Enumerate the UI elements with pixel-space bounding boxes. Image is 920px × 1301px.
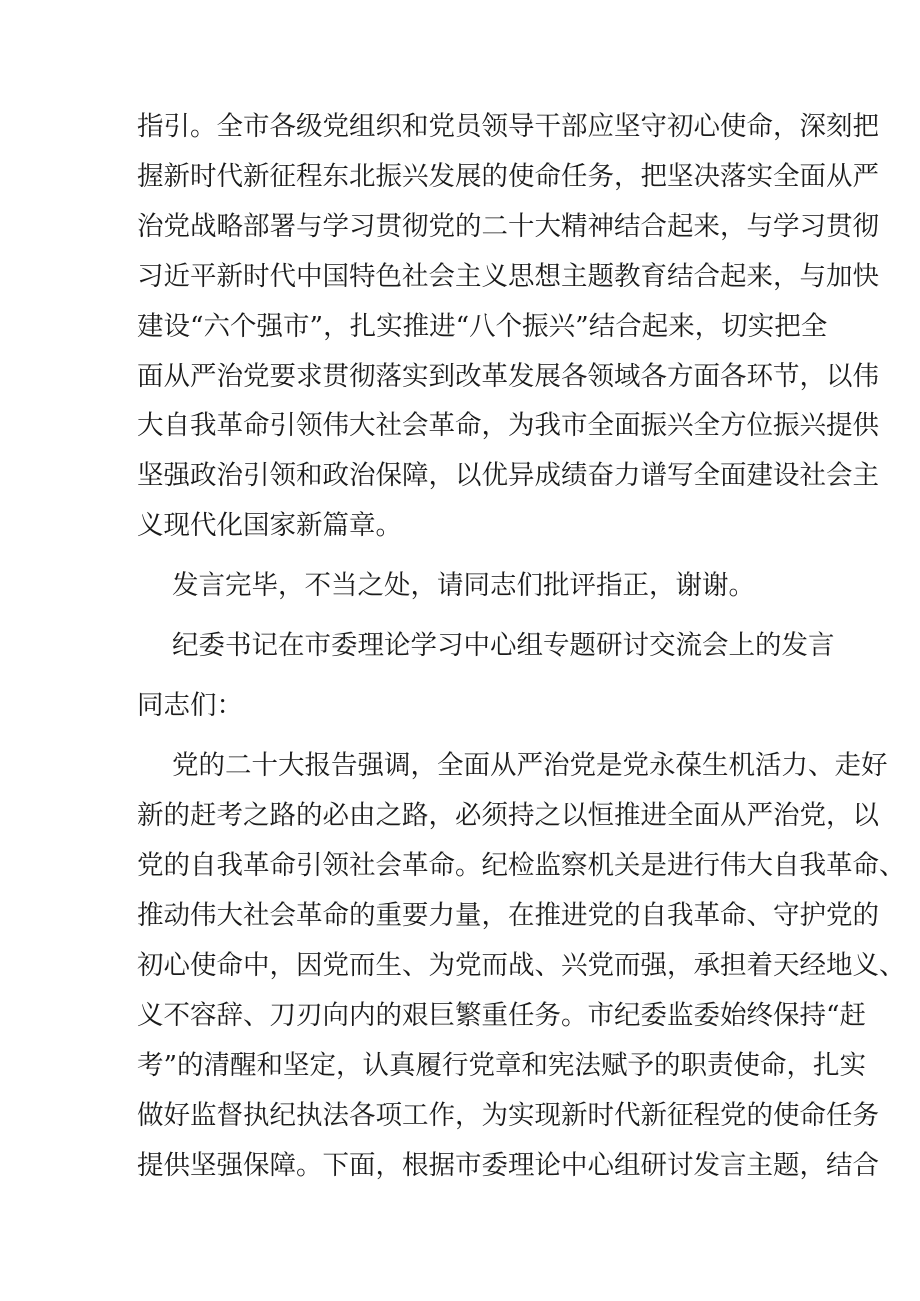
paragraph-line: 建设“六个强市”，扎实推进“八个振兴”结合起来，切实把全 [137,311,828,342]
salutation: 同志们： [137,690,243,721]
paragraph-line: 握新时代新征程东北振兴发展的使命任务，把坚决落实全面从严 [137,161,879,192]
paragraph-line: 义不容辞、刀刃向内的艰巨繁重任务。市纪委监委始终保持“赶 [137,1000,867,1031]
paragraph-line: 义现代化国家新篇章。 [137,510,402,541]
speech-title: 纪委书记在市委理论学习中心组专题研讨交流会上的发言 [172,630,835,661]
paragraph-line: 治党战略部署与学习贯彻党的二十大精神结合起来，与学习贯彻 [137,211,879,242]
paragraph-line: 提供坚强保障。下面，根据市委理论中心组研讨发言主题，结合 [137,1150,879,1181]
paragraph-line: 党的自我革命引领社会革命。纪检监察机关是进行伟大自我革命、 [137,850,906,881]
paragraph-line: 考”的清醒和坚定，认真履行党章和宪法赋予的职责使命，扎实 [137,1050,867,1081]
paragraph-line: 推动伟大社会革命的重要力量，在推进党的自我革命、守护党的 [137,900,879,931]
paragraph-line: 坚强政治引领和政治保障，以优异成绩奋力谱写全面建设社会主 [137,460,879,491]
paragraph-line: 初心使命中，因党而生、为党而战、兴党而强，承担着天经地义、 [137,950,906,981]
paragraph-line: 面从严治党要求贯彻落实到改革发展各领域各方面各环节，以伟 [137,361,879,392]
paragraph-line: 指引。全市各级党组织和党员领导干部应坚守初心使命，深刻把 [137,111,879,142]
paragraph-line: 做好监督执纪执法各项工作，为实现新时代新征程党的使命任务 [137,1100,879,1131]
paragraph-line: 党的二十大报告强调，全面从严治党是党永葆生机活力、走好 [172,750,888,781]
paragraph-line: 新的赶考之路的必由之路，必须持之以恒推进全面从严治党，以 [137,800,879,831]
paragraph-line: 习近平新时代中国特色社会主义思想主题教育结合起来，与加快 [137,261,879,292]
paragraph-line: 大自我革命引领伟大社会革命，为我市全面振兴全方位振兴提供 [137,410,879,441]
closing-remark: 发言完毕，不当之处，请同志们批评指正，谢谢。 [172,570,755,601]
